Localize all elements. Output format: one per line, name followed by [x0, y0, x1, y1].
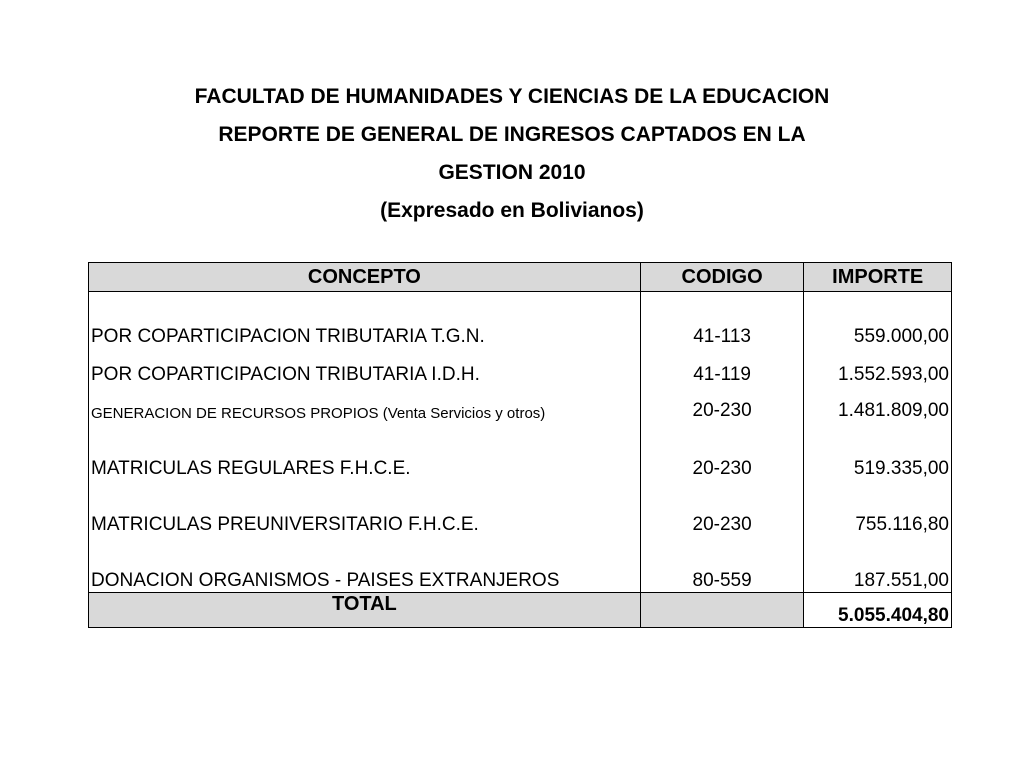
table-row	[89, 348, 952, 386]
table-row	[89, 314, 952, 348]
cell-codigo: 41-119	[640, 348, 804, 386]
cell-codigo: 20-230	[640, 422, 804, 480]
spacer-row	[89, 292, 952, 315]
cell-importe: 559.000,00	[804, 314, 952, 348]
cell-importe: 1.481.809,00	[804, 386, 952, 422]
cell-importe: 519.335,00	[804, 422, 952, 480]
table-row	[89, 422, 952, 480]
table-row	[89, 536, 952, 592]
table-row	[89, 386, 952, 422]
title-report: REPORTE DE GENERAL DE INGRESOS CAPTADOS EN LA	[218, 123, 806, 146]
total-codigo	[640, 592, 804, 627]
total-row	[89, 592, 952, 627]
cell-concepto: MATRICULAS REGULARES F.H.C.E.	[89, 422, 641, 480]
title-faculty: FACULTAD DE HUMANIDADES Y CIENCIAS DE LA EDUCACION	[194, 85, 830, 108]
table-header-row	[89, 263, 952, 292]
title-gestion: GESTION 2010	[438, 161, 586, 184]
cell-codigo: 41-113	[640, 314, 804, 348]
header-importe: IMPORTE	[804, 263, 952, 292]
cell-importe: 755.116,80	[804, 480, 952, 536]
cell-codigo: 80-559	[640, 536, 804, 592]
cell-concepto: GENERACION DE RECURSOS PROPIOS (Venta Servicios y otros)	[89, 386, 641, 422]
report-title	[0, 78, 1024, 230]
cell-concepto: POR COPARTICIPACION TRIBUTARIA T.G.N.	[89, 314, 641, 348]
cell-codigo: 20-230	[640, 480, 804, 536]
total-importe: 5.055.404,80	[804, 592, 952, 627]
income-table	[88, 262, 952, 628]
title-currency-note: (Expresado en Bolivianos)	[380, 199, 644, 222]
cell-importe: 187.551,00	[804, 536, 952, 592]
table-row	[89, 480, 952, 536]
header-concepto: CONCEPTO	[89, 263, 641, 292]
cell-concepto: POR COPARTICIPACION TRIBUTARIA I.D.H.	[89, 348, 641, 386]
cell-importe: 1.552.593,00	[804, 348, 952, 386]
cell-concepto: DONACION ORGANISMOS - PAISES EXTRANJEROS	[89, 536, 641, 592]
cell-concepto: MATRICULAS PREUNIVERSITARIO F.H.C.E.	[89, 480, 641, 536]
header-codigo: CODIGO	[640, 263, 804, 292]
cell-codigo: 20-230	[640, 386, 804, 422]
total-label: TOTAL	[89, 592, 641, 627]
